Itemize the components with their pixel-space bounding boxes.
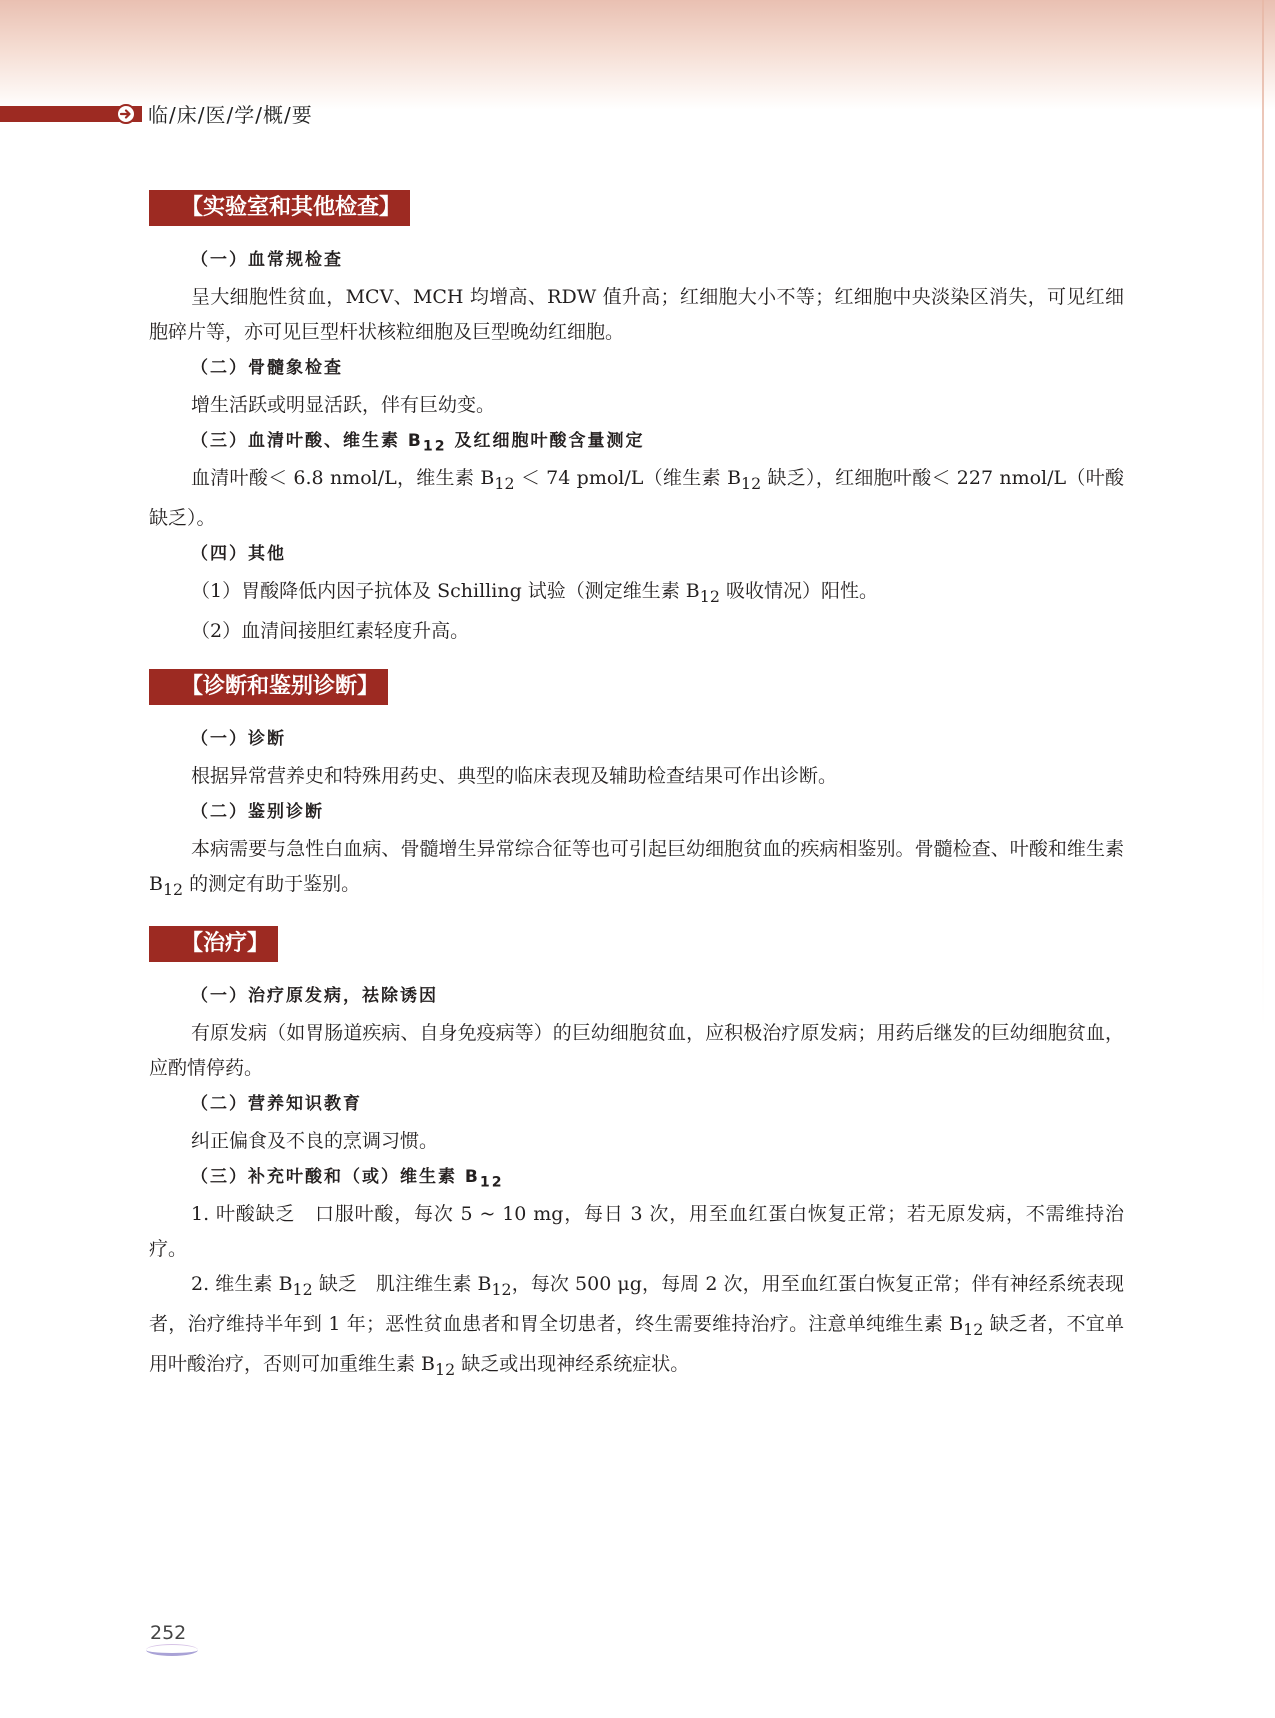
subscript: 12 [292, 1280, 313, 1300]
text-run: 的测定有助于鉴别。 [183, 872, 361, 895]
section-lab [149, 190, 1124, 649]
paragraph-diagnosis: 根据异常营养史和特殊用药史、典型的临床表现及辅助检查结果可作出诊断。 [191, 764, 838, 787]
subheading-treat-primary: （一）治疗原发病，祛除诱因 [191, 986, 438, 1007]
section-diagnosis [149, 669, 1124, 907]
subscript: 12 [699, 586, 720, 606]
subheading-blood-routine: （一）血常规检查 [191, 250, 343, 270]
subheading-differential: （二）鉴别诊断 [191, 801, 324, 822]
paragraph-b12-deficiency [149, 1267, 1124, 1386]
subheading-text: （三）血清叶酸、维生素 B [191, 431, 423, 451]
paragraph-other-1 [149, 574, 1124, 614]
paragraph-folate-deficiency: 1. 叶酸缺乏 口服叶酸，每次 5 ~ 10 mg，每日 3 次，用至血红蛋白恢复正常；若无原发病，不需维持治疗。 [149, 1203, 1124, 1261]
page-top-gradient [0, 0, 1275, 110]
subheading-serum-folate [191, 427, 1124, 455]
text-run: 本病需要与急性白血病、骨髓增生异常综合征等也可引起巨幼细胞贫血的疾病相鉴别。骨髓检查、叶酸和维生素 B [149, 837, 1124, 895]
subscript: 12 [963, 1319, 984, 1339]
paragraph-other-2: （2）血清间接胆红素轻度升高。 [191, 619, 470, 642]
section-treatment [149, 926, 1124, 1386]
paragraph-blood-routine: 呈大细胞性贫血，MCV、MCH 均增高、RDW 值升高；红细胞大小不等；红细胞中央淡染区消失，可见红细胞碎片等，亦可见巨型杆状核粒细胞及巨型晚幼红细胞。 [149, 286, 1124, 343]
section-heading-lab: 【实验室和其他检查】 [149, 190, 410, 226]
text-run: ，每次 500 μg，每周 2 次，用至血红蛋白恢复正常；伴有神经系统表现者，治疗维持半年到 1 年；恶性贫血患者和胃全切患者，终生需要维持治疗。注意单纯维生素 B [149, 1273, 1125, 1336]
subscript: 12 [491, 1280, 512, 1300]
text-run: 吸收情况）阳性。 [719, 579, 878, 602]
subscript: 12 [479, 1174, 504, 1191]
page-number: 252 [150, 1622, 187, 1644]
paragraph-nutrition: 纠正偏食及不良的烹调习惯。 [191, 1130, 439, 1153]
text-run: （1）胃酸降低内因子抗体及 Schilling 试验（测定维生素 B [191, 579, 700, 602]
subscript: 12 [162, 879, 184, 899]
right-edge-rule [1262, 0, 1264, 1718]
text-run: 血清叶酸＜ 6.8 nmol/L，维生素 B [191, 467, 495, 489]
page-content [149, 190, 1124, 1387]
text-run: 缺乏者，不宜单用叶酸治疗，否则可加重维生素 B [149, 1313, 1124, 1375]
paragraph-bone-marrow: 增生活跃或明显活跃，伴有巨幼变。 [191, 394, 496, 416]
subheading-other: （四）其他 [191, 543, 286, 564]
subheading-text: 及红细胞叶酸含量测定 [446, 431, 645, 451]
subheading-text: （三）补充叶酸和（或）维生素 B [191, 1167, 480, 1188]
text-run: ＜ 74 pmol/L（维生素 B [514, 467, 742, 489]
subheading-diagnosis: （一）诊断 [191, 728, 286, 749]
subheading-supplement [191, 1163, 1124, 1191]
subheading-nutrition: （二）营养知识教育 [191, 1094, 362, 1115]
subscript: 12 [422, 438, 447, 455]
subscript: 12 [494, 473, 515, 493]
subscript: 12 [435, 1359, 456, 1379]
text-run: 缺乏或出现神经系统症状。 [455, 1352, 690, 1375]
paragraph-serum-folate [149, 461, 1124, 536]
page-number-ornament [146, 1644, 198, 1656]
subheading-bone-marrow: （二）骨髓象检查 [191, 358, 343, 378]
text-run: 缺乏），红细胞叶酸＜ 227 nmol/L（叶酸缺乏）。 [149, 467, 1124, 529]
text-run: 缺乏 肌注维生素 B [312, 1273, 492, 1296]
section-heading-diagnosis: 【诊断和鉴别诊断】 [149, 669, 388, 705]
section-heading-treatment: 【治疗】 [149, 926, 278, 962]
subscript: 12 [741, 473, 762, 493]
paragraph-treat-primary: 有原发病（如胃肠道疾病、自身免疫病等）的巨幼细胞贫血，应积极治疗原发病；用药后继发的巨幼细胞贫血，应酌情停药。 [149, 1022, 1124, 1080]
text-run: 2. 维生素 B [191, 1273, 293, 1296]
arrow-right-circle-icon [116, 104, 136, 124]
paragraph-differential [149, 832, 1124, 907]
running-title: 临/床/医/学/概/要 [148, 103, 313, 127]
